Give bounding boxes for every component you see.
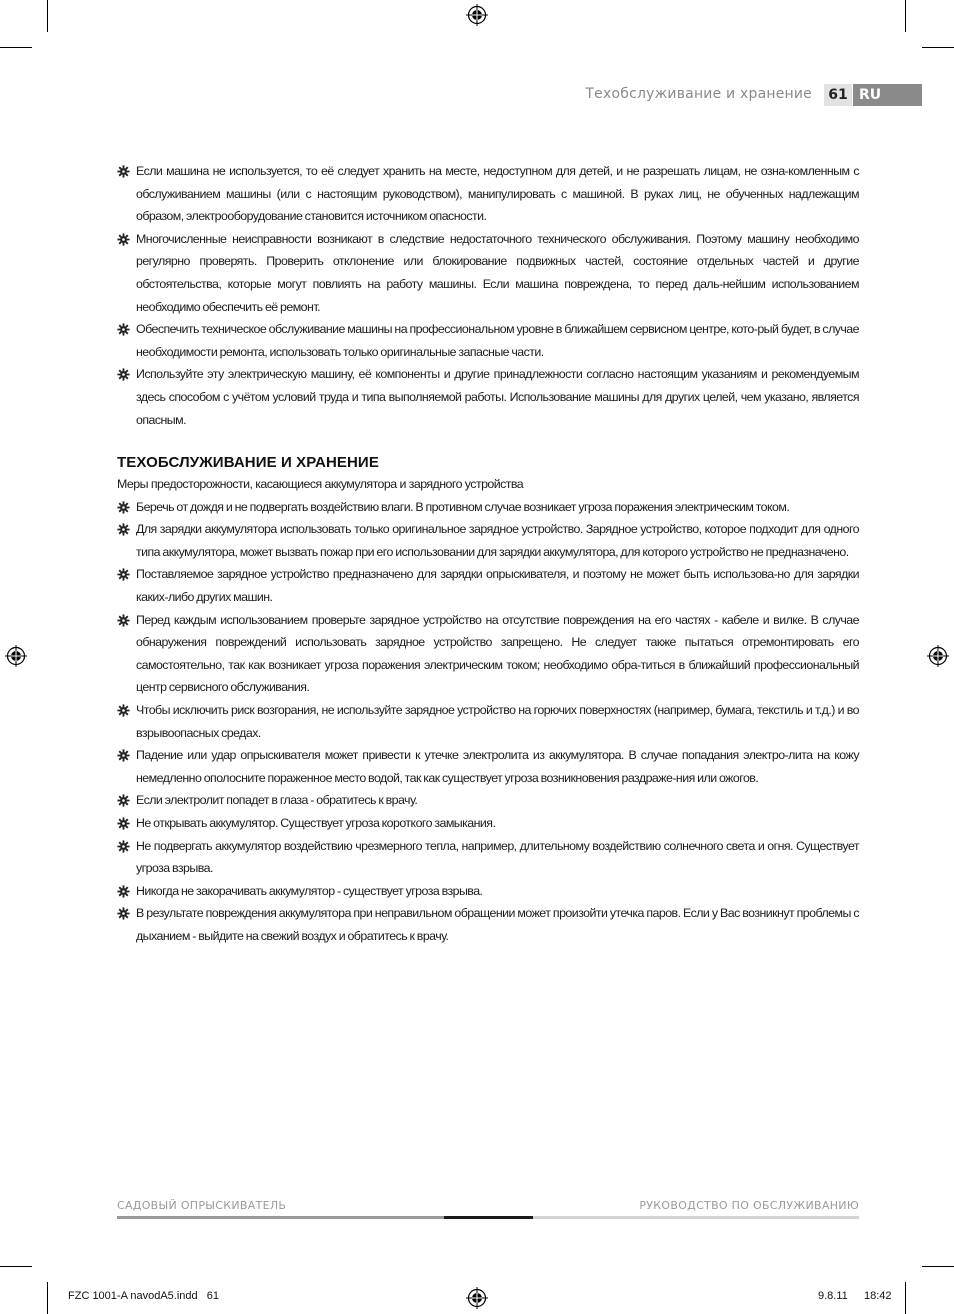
print-slug-date: 9.8.11 [818, 1290, 848, 1302]
list-item [117, 563, 859, 608]
list-item [117, 318, 859, 363]
crop-mark-bottom-left-h [0, 1266, 32, 1267]
crop-mark-top-left-h [0, 47, 32, 48]
list-item-text: Поставляемое зарядное устройство предназначено для зарядки опрыскивателя, и поэтому не может быть использова-но для зарядки каких-либо других машин. [136, 567, 859, 604]
gear-bullet-icon [117, 523, 130, 536]
list-item-text: Никогда не закорачивать аккумулятор - существует угроза взрыва. [136, 883, 483, 898]
crop-mark-top-left-v [47, 0, 48, 32]
section-heading: ТЕХОБСЛУЖИВАНИЕ И ХРАНЕНИЕ [117, 454, 379, 471]
list-item-text: В результате повреждения аккумулятора при неправильном обращении может произойти утечка паров. Если у Вас возникнут проблемы с дыханием - выйдите на свежий воздух и обратитесь к врачу. [136, 906, 859, 943]
list-item [117, 496, 859, 519]
registration-mark-icon [927, 645, 949, 667]
list-item [117, 789, 859, 812]
language-tab: RU [853, 84, 922, 106]
gear-bullet-icon [117, 749, 130, 762]
gear-bullet-icon [117, 568, 130, 581]
running-header-title: Техобслуживание и хранение [585, 86, 812, 102]
list-item [117, 902, 859, 947]
list-item [117, 363, 859, 431]
gear-bullet-icon [117, 614, 130, 627]
registration-mark-icon [466, 4, 488, 26]
crop-mark-bottom-right-h [922, 1266, 954, 1267]
crop-mark-bottom-left-v [47, 1282, 48, 1314]
list-item-text: Многочисленные неисправности возникают в следствие недостаточного технического обслуживания. Поэтому машину необходимо регулярно проверять. Проверить отклонение или блокирование подвижных частей, состояние отдельных частей и другие обстоятельства, которые могут повлиять на работу машины. Если машина повреждена, то перед даль-нейшим использованием необходимо обеспечить её ремонт. [136, 231, 859, 314]
list-item [117, 744, 859, 789]
list-item-text: Беречь от дождя и не подвергать воздействию влаги. В противном случае возникает угроза поражения электрическим током. [136, 499, 790, 514]
gear-bullet-icon [117, 885, 130, 898]
list-item [117, 518, 859, 563]
list-item [117, 812, 859, 835]
list-item [117, 228, 859, 318]
print-slug-time: 18:42 [864, 1290, 892, 1302]
list-item-text: Перед каждым использованием проверьте зарядное устройство на отсутствие повреждения на его частях - кабеле и вилке. В случае обнаружения повреждений использовать зарядное устройство запрещено. Не следует также пытаться отремонтировать его самостоятельно, так как возникает угроза поражения электрическим током; необходимо обра-титься в ближайший профессиональный центр сервисного обслуживания. [136, 612, 859, 695]
gear-bullet-icon [117, 907, 130, 920]
list-item-text: Не открывать аккумулятор. Существует угроза короткого замыкания. [136, 815, 496, 830]
footer-bar-right [533, 1216, 859, 1219]
print-slug-file: FZC 1001-A navodA5.indd 61 [68, 1290, 220, 1302]
gear-bullet-icon [117, 501, 130, 514]
footer-product-name: САДОВЫЙ ОПРЫСКИВАТЕЛЬ [117, 1199, 287, 1212]
gear-bullet-icon [117, 840, 130, 853]
list-item-text: Падение или удар опрыскивателя может привести к утечке электролита из аккумулятора. В случае попадания электро-лита на кожу немедленно ополосните пораженное место водой, так как существует угроза возникновения раздраже-ния или ожогов. [136, 748, 859, 785]
gear-bullet-icon [117, 817, 130, 830]
registration-mark-icon [466, 1287, 488, 1309]
gear-bullet-icon [117, 704, 130, 717]
gear-bullet-icon [117, 323, 130, 336]
list-item-text: Используйте эту электрическую машину, её компоненты и другие принадлежности согласно настоящим указаниям и рекомендуемым здесь способом с учётом условий труда и типа выполняемой работы. Использование машины для других целей, чем указано, является опасным. [136, 367, 859, 427]
page-number: 61 [824, 84, 852, 106]
gear-bullet-icon [117, 233, 130, 246]
list-item-text: Обеспечить техническое обслуживание машины на профессиональном уровне в ближайшем сервисном центре, кото-рый будет, в случае необходимости ремонта, использовать только оригинальные запасные части. [136, 322, 859, 359]
crop-mark-top-right-v [905, 0, 906, 32]
list-item [117, 880, 859, 903]
footer-bar-middle [444, 1216, 533, 1219]
gear-bullet-icon [117, 165, 130, 178]
maintenance-section [117, 453, 859, 947]
list-item [117, 699, 859, 744]
list-item-text: Не подвергать аккумулятор воздействию чрезмерного тепла, например, длительному воздействию солнечного света и огня. Существует угроза взрыва. [136, 838, 859, 876]
intro-section [117, 160, 859, 431]
footer-bar-left [117, 1216, 444, 1219]
intro-bullet-list [117, 160, 859, 431]
footer-manual-title: РУКОВОДСТВО ПО ОБСЛУЖИВАНИЮ [639, 1199, 859, 1212]
list-item [117, 609, 859, 699]
gear-bullet-icon [117, 368, 130, 381]
list-item [117, 160, 859, 228]
list-item-text: Если машина не используется, то её следует хранить на месте, недоступном для детей, и не разрешать лицам, не озна-комленным с обслуживанием машины (или с настоящим руководством), манипулировать с машиной. В руках лиц, не обученных надлежащим образом, электрооборудование становится источником опасности. [136, 164, 859, 224]
list-item-text: Для зарядки аккумулятора использовать только оригинальное зарядное устройство. Зарядное устройство, которое подходит для одного типа аккумулятора, может вызвать пожар при его использовании для зарядки аккумулятора, для которого устройство не предназначено. [136, 522, 859, 559]
gear-bullet-icon [117, 794, 130, 807]
section-subheading: Меры предосторожности, касающиеся аккумулятора и зарядного устройства [117, 477, 524, 491]
battery-safety-list [117, 496, 859, 948]
list-item-text: Чтобы исключить риск возгорания, не используйте зарядное устройство на горючих поверхностях (например, бумага, текстиль и т.д.) и во взрывоопасных средах. [136, 702, 859, 740]
crop-mark-top-right-h [922, 47, 954, 48]
list-item-text: Если электролит попадет в глаза - обратитесь к врачу. [136, 793, 418, 808]
list-item [117, 835, 859, 880]
registration-mark-icon [5, 645, 27, 667]
crop-mark-bottom-right-v [905, 1282, 906, 1314]
